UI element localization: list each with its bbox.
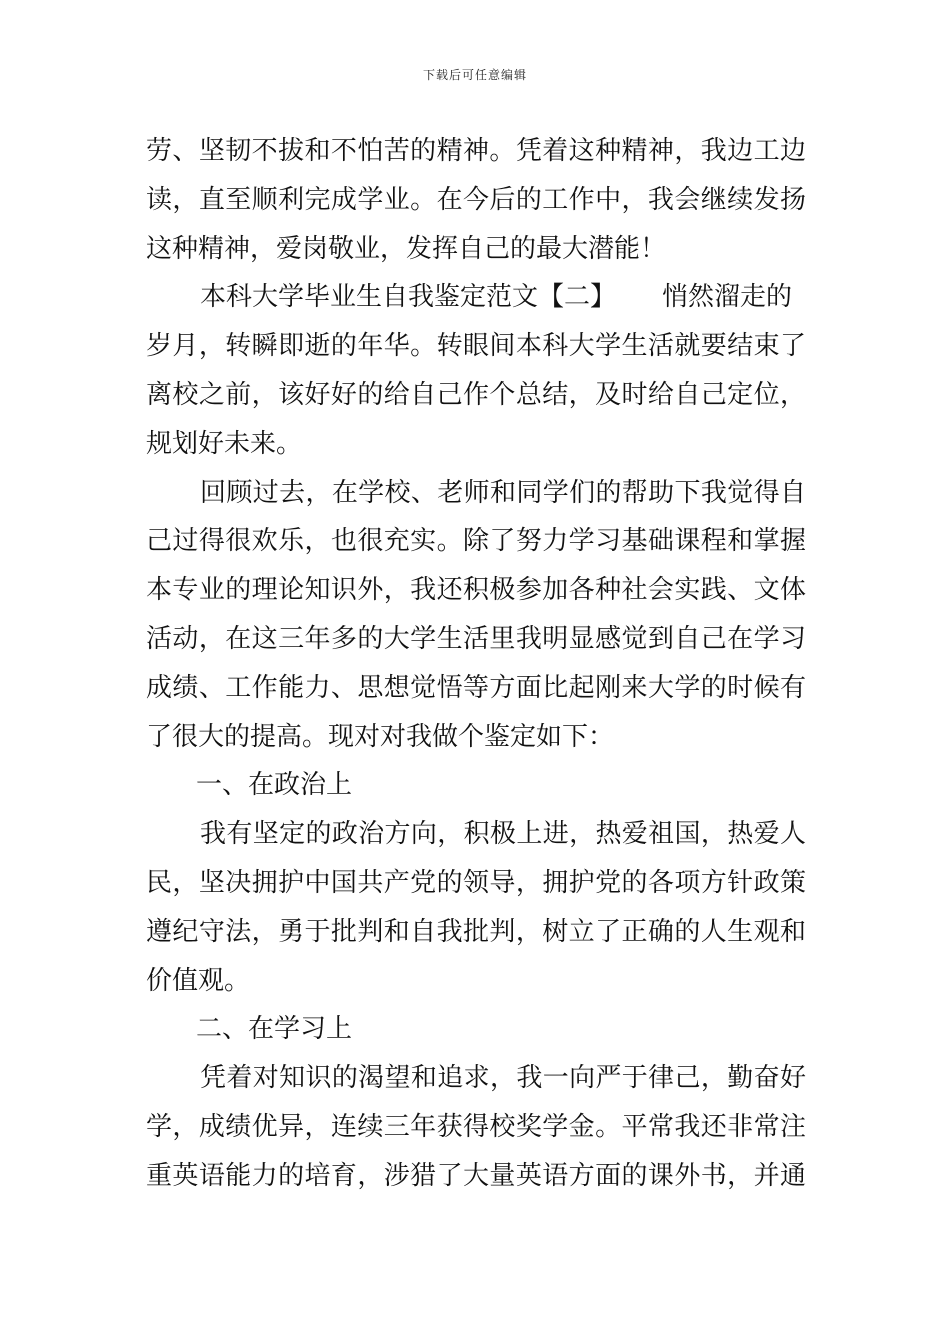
text-line: 活动，在这三年多的大学生活里我明显感觉到自己在学习 xyxy=(146,623,806,654)
text-line: 了很大的提高。现对对我做个鉴定如下： xyxy=(146,721,615,752)
text-fragment: 悄然溜走的 xyxy=(662,282,793,313)
text-line: 读，直至顺利完成学业。在今后的工作中，我会继续发扬 xyxy=(146,184,806,215)
text-line: 规划好未来。 xyxy=(146,428,303,459)
text-line: 我有坚定的政治方向，积极上进，热爱祖国，热爱人 xyxy=(200,819,806,850)
text-line: 劳、坚韧不拔和不怕苦的精神。凭着这种精神，我边工边 xyxy=(146,136,806,166)
subheading-politics: 一、在政治上 xyxy=(196,770,353,801)
text-line: 凭着对知识的渴望和追求，我一向严于律己，勤奋好 xyxy=(200,1063,806,1094)
section-title-line xyxy=(146,273,806,322)
text-line: 己过得很欢乐，也很充实。除了努力学习基础课程和掌握 xyxy=(146,526,806,557)
text-line: 这种精神，爱岗敬业，发挥自己的最大潜能！ xyxy=(146,233,667,264)
text-line: 岁月，转瞬即逝的年华。转眼间本科大学生活就要结束了 xyxy=(146,331,806,362)
page-header: 下载后可任意编辑 xyxy=(422,68,527,82)
text-line: 离校之前，该好好的给自己作个总结，及时给自己定位， xyxy=(146,379,806,410)
subheading-study: 二、在学习上 xyxy=(196,1014,353,1045)
text-line: 回顾过去，在学校、老师和同学们的帮助下我觉得自 xyxy=(200,477,806,508)
text-line: 成绩、工作能力、思想觉悟等方面比起刚来大学的时候有 xyxy=(146,672,806,703)
text-line: 重英语能力的培育，涉猎了大量英语方面的课外书，并通 xyxy=(146,1160,806,1191)
text-line: 学，成绩优异，连续三年获得校奖学金。平常我还非常注 xyxy=(146,1111,806,1142)
section-title: 本科大学毕业生自我鉴定范文【二】 xyxy=(200,282,617,313)
text-line: 价值观。 xyxy=(146,965,251,996)
text-line: 民，坚决拥护中国共产党的领导，拥护党的各项方针政策 xyxy=(146,867,806,898)
text-line: 本专业的理论知识外，我还积极参加各种社会实践、文体 xyxy=(146,575,806,606)
document-body xyxy=(146,127,806,1201)
text-line: 遵纪守法，勇于批判和自我批判，树立了正确的人生观和 xyxy=(146,916,806,947)
